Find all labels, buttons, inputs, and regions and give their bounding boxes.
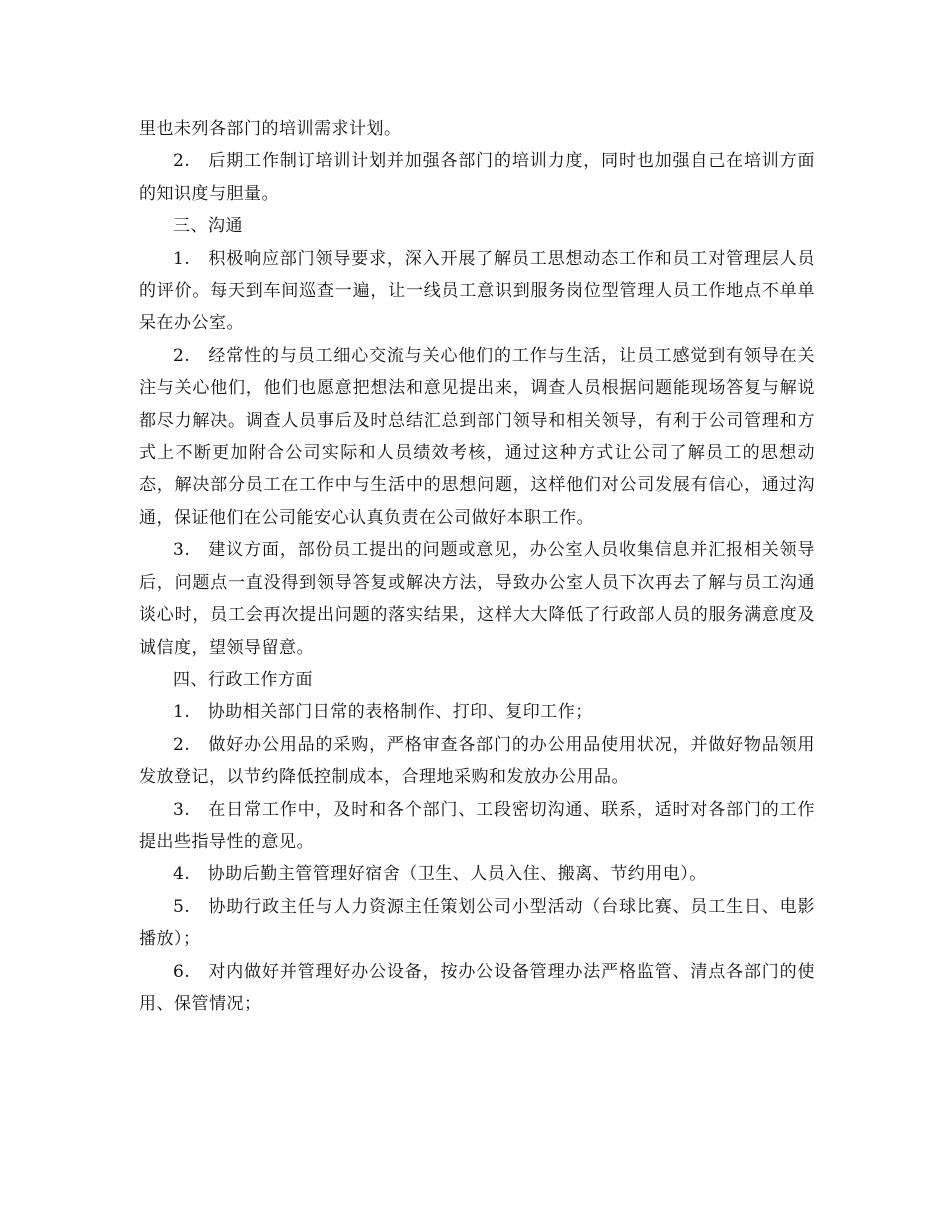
paragraph-5: 2. 经常性的与员工细心交流与关心他们的工作与生活，让员工感觉到有领导在关注与关心他们，他们也愿意把想法和意见提出来，调查人员根据问题能现场答复与解说都尽力解决。调查人员事后及时总结汇总到部门领导和相关领导，有利于公司管理和方式上不断更加附合公司实际和人员绩效考核，通过这种方式让公司了解员工的思想动态，解决部分员工在工作中与生活中的思想问题，这样他们对公司发展有信心，通过沟通，保证他们在公司能安心认真负责在公司做好本职工作。: [139, 345, 815, 528]
section-heading-communication: 三、沟通: [173, 216, 243, 237]
paragraph-11: 4. 协助后勤主管管理好宿舍（卫生、人员入住、搬离、节约用电）。: [173, 864, 707, 885]
paragraph-8: 1. 协助相关部门日常的表格制作、打印、复印工作；: [173, 702, 593, 723]
section-heading-admin-work: 四、行政工作方面: [173, 669, 313, 690]
paragraph-12: 5. 协助行政主任与人力资源主任策划公司小型活动（台球比赛、员工生日、电影播放）；: [139, 896, 815, 950]
paragraph-13: 6. 对内做好并管理好办公设备，按办公设备管理办法严格监管、清点各部门的使用、保管情况；: [139, 961, 815, 1014]
paragraph-4: 1. 积极响应部门领导要求，深入开展了解员工思想动态工作和员工对管理层人员的评价。每天到车间巡查一遍，让一线员工意识到服务岗位型管理人员工作地点不单单呆在办公室。: [139, 248, 815, 334]
paragraph-1: 里也未列各部门的培训需求计划。: [139, 119, 402, 139]
document-body: [139, 113, 815, 1020]
paragraph-10: 3. 在日常工作中，及时和各个部门、工段密切沟通、联系，适时对各部门的工作提出些指导性的意见。: [139, 799, 815, 852]
paragraph-6: 3. 建议方面，部份员工提出的问题或意见，办公室人员收集信息并汇报相关领导后，问题点一直没得到领导答复或解决方法，导致办公室人员下次再去了解与员工沟通谈心时，员工会再次提出问题的落实结果，这样大大降低了行政部人员的服务满意度及诚信度，望领导留意。: [139, 540, 815, 658]
paragraph-9: 2. 做好办公用品的采购，严格审查各部门的办公用品使用状况，并做好物品领用发放登记，以节约降低控制成本，合理地采购和发放办公用品。: [139, 734, 815, 788]
paragraph-2: 2. 后期工作制订培训计划并加强各部门的培训力度，同时也加强自己在培训方面的知识度与胆量。: [139, 151, 815, 204]
